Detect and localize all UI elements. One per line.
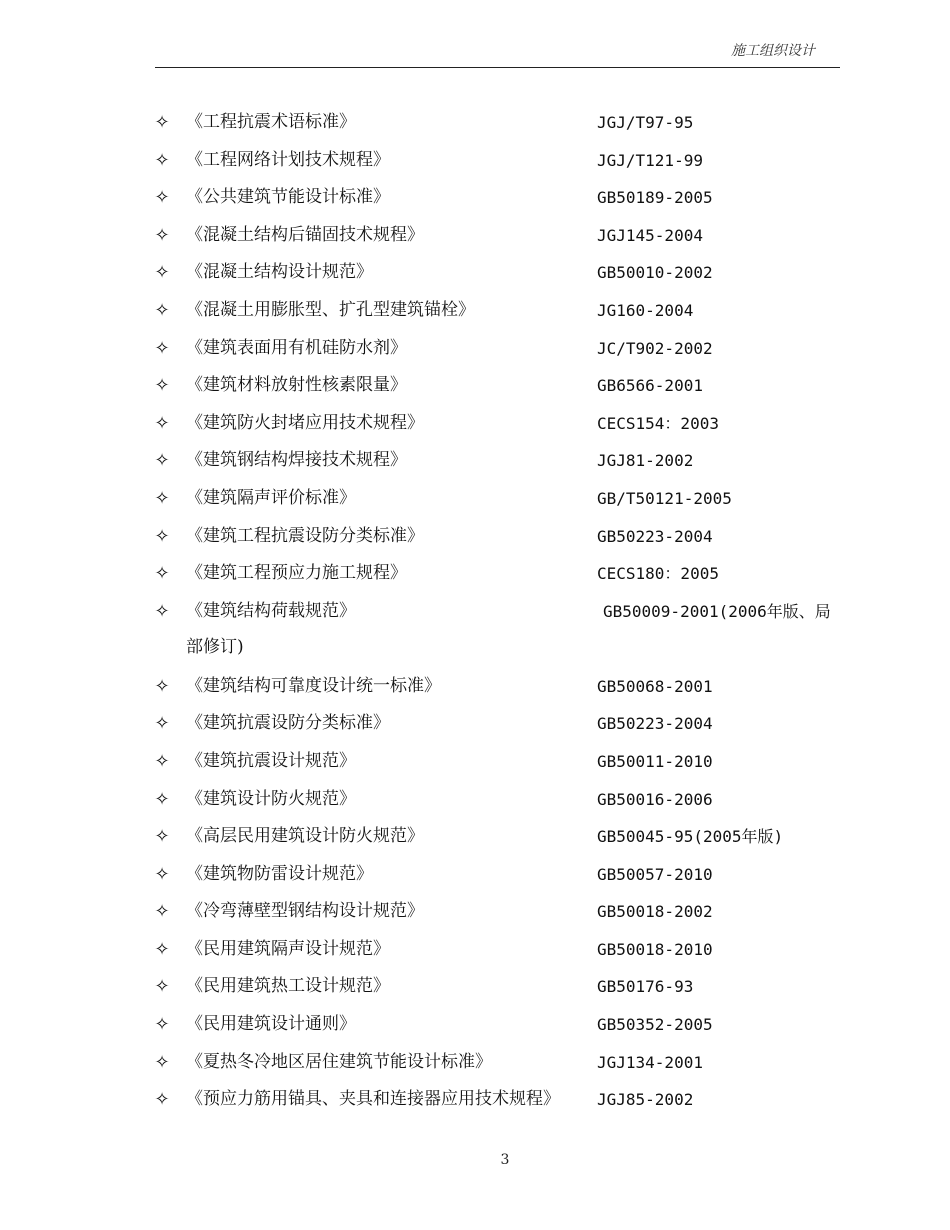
standard-code: CECS154：2003 — [597, 413, 719, 433]
standard-name: 《冷弯薄壁型钢结构设计规范》 — [186, 901, 424, 922]
list-item — [150, 367, 850, 405]
standard-name: 《混凝土结构后锚固技术规程》 — [186, 224, 424, 245]
standard-code: CECS180：2005 — [597, 564, 719, 584]
diamond-bullet-icon: ✧ — [154, 863, 170, 885]
standard-name: 《高层民用建筑设计防火规范》 — [186, 826, 424, 847]
standards-list — [150, 104, 850, 1119]
standard-name: 《建筑表面用有机硅防水剂》 — [186, 337, 407, 358]
list-item — [150, 217, 850, 255]
standard-code: GB50010-2002 — [597, 263, 713, 283]
diamond-bullet-icon: ✧ — [154, 262, 170, 284]
standard-code-continuation: 部修订) — [186, 636, 244, 657]
diamond-bullet-icon: ✧ — [154, 299, 170, 321]
list-item — [150, 442, 850, 480]
list-item — [150, 593, 850, 668]
diamond-bullet-icon: ✧ — [154, 563, 170, 585]
list-item — [150, 781, 850, 819]
diamond-bullet-icon: ✧ — [154, 375, 170, 397]
list-item — [150, 330, 850, 368]
list-item — [150, 931, 850, 969]
standard-name: 《建筑抗震设防分类标准》 — [186, 713, 390, 734]
diamond-bullet-icon: ✧ — [154, 224, 170, 246]
diamond-bullet-icon: ✧ — [154, 112, 170, 133]
standard-code: GB50009-2001(2006年版、局 — [603, 601, 831, 621]
standard-code: GB50223-2004 — [597, 714, 713, 734]
list-item — [150, 292, 850, 330]
diamond-bullet-icon: ✧ — [154, 938, 170, 960]
list-item — [150, 104, 850, 142]
diamond-bullet-icon: ✧ — [154, 976, 170, 998]
standard-name: 《建筑工程预应力施工规程》 — [186, 563, 407, 584]
diamond-bullet-icon: ✧ — [154, 750, 170, 772]
diamond-bullet-icon: ✧ — [154, 149, 170, 171]
standard-code: JGJ/T97-95 — [597, 113, 694, 132]
page-number: 3 — [500, 1152, 510, 1168]
standard-name: 《夏热冬冷地区居住建筑节能设计标准》 — [186, 1051, 492, 1072]
standard-name: 《工程网络计划技术规程》 — [186, 149, 390, 170]
standard-name: 《建筑防火封堵应用技术规程》 — [186, 412, 424, 433]
standard-code: GB50045-95(2005年版) — [597, 827, 784, 847]
standard-name: 《工程抗震术语标准》 — [186, 112, 356, 132]
standard-name: 《建筑结构荷载规范》 — [186, 600, 356, 621]
standard-code: JGJ/T121-99 — [597, 150, 703, 170]
standard-name: 《建筑结构可靠度设计统一标准》 — [186, 675, 441, 696]
list-item — [150, 518, 850, 556]
list-item — [150, 480, 850, 518]
diamond-bullet-icon: ✧ — [154, 1089, 170, 1111]
list-item — [150, 142, 850, 180]
standard-name: 《建筑材料放射性核素限量》 — [186, 375, 407, 396]
diamond-bullet-icon: ✧ — [154, 675, 170, 697]
diamond-bullet-icon: ✧ — [154, 1014, 170, 1036]
standard-code: GB50057-2010 — [597, 864, 713, 884]
list-item — [150, 856, 850, 894]
diamond-bullet-icon: ✧ — [154, 187, 170, 209]
list-item — [150, 254, 850, 292]
standard-code: GB50068-2001 — [597, 676, 713, 696]
list-item — [150, 1081, 850, 1119]
standard-name: 《建筑隔声评价标准》 — [186, 487, 356, 508]
standard-code: JG160-2004 — [597, 300, 694, 320]
list-item — [150, 968, 850, 1006]
standard-name: 《混凝土用膨胀型、扩孔型建筑锚栓》 — [186, 299, 475, 320]
standard-name: 《民用建筑热工设计规范》 — [186, 976, 390, 997]
list-item — [150, 179, 850, 217]
diamond-bullet-icon: ✧ — [154, 487, 170, 509]
standard-code: GB50223-2004 — [597, 526, 713, 546]
list-item — [150, 1044, 850, 1082]
header-divider — [155, 67, 840, 68]
standard-code: JC/T902-2002 — [597, 338, 713, 358]
standard-name: 《公共建筑节能设计标准》 — [186, 187, 390, 208]
list-item — [150, 893, 850, 931]
standard-name: 《建筑抗震设计规范》 — [186, 750, 356, 771]
list-item — [150, 405, 850, 443]
header-title: 施工组织设计 — [731, 43, 815, 59]
diamond-bullet-icon: ✧ — [154, 1051, 170, 1073]
diamond-bullet-icon: ✧ — [154, 713, 170, 735]
standard-code: GB50189-2005 — [597, 188, 713, 208]
standard-name: 《预应力筋用锚具、夹具和连接器应用技术规程》 — [186, 1089, 560, 1110]
list-item — [150, 743, 850, 781]
diamond-bullet-icon: ✧ — [154, 600, 170, 622]
standard-name: 《民用建筑设计通则》 — [186, 1014, 356, 1035]
list-item — [150, 705, 850, 743]
standard-code: GB50011-2010 — [597, 751, 713, 771]
diamond-bullet-icon: ✧ — [154, 901, 170, 923]
standard-code: GB50018-2002 — [597, 902, 713, 922]
standard-name: 《建筑工程抗震设防分类标准》 — [186, 525, 424, 546]
standard-code: GB50176-93 — [597, 977, 694, 997]
standard-code: JGJ81-2002 — [597, 451, 694, 471]
standard-name: 《建筑设计防火规范》 — [186, 788, 356, 809]
standard-code: GB/T50121-2005 — [597, 488, 732, 508]
standard-code: JGJ145-2004 — [597, 225, 703, 245]
standard-code: JGJ134-2001 — [597, 1052, 703, 1072]
standard-name: 《建筑钢结构焊接技术规程》 — [186, 450, 407, 471]
list-item — [150, 555, 850, 593]
standard-code: GB50016-2006 — [597, 789, 713, 809]
list-item — [150, 668, 850, 706]
standard-code: JGJ85-2002 — [597, 1090, 694, 1110]
standard-name: 《建筑物防雷设计规范》 — [186, 863, 373, 884]
list-item — [150, 818, 850, 856]
diamond-bullet-icon: ✧ — [154, 412, 170, 434]
diamond-bullet-icon: ✧ — [154, 788, 170, 810]
diamond-bullet-icon: ✧ — [154, 525, 170, 547]
diamond-bullet-icon: ✧ — [154, 826, 170, 848]
standard-code: GB50352-2005 — [597, 1015, 713, 1035]
standard-name: 《民用建筑隔声设计规范》 — [186, 938, 390, 959]
standard-name: 《混凝土结构设计规范》 — [186, 262, 373, 283]
list-item — [150, 1006, 850, 1044]
standard-code: GB6566-2001 — [597, 376, 703, 396]
standard-code: GB50018-2010 — [597, 939, 713, 959]
diamond-bullet-icon: ✧ — [154, 337, 170, 359]
diamond-bullet-icon: ✧ — [154, 450, 170, 472]
